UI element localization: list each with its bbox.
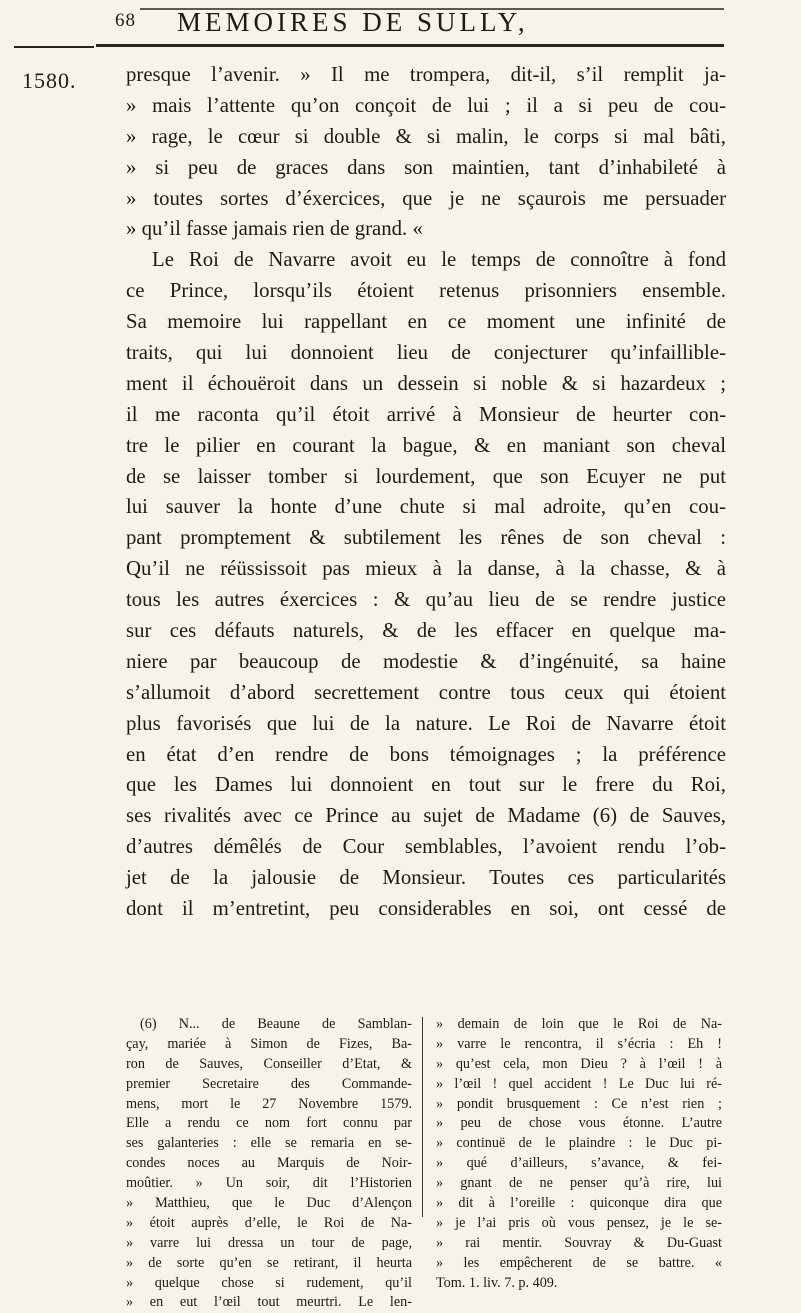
- footnote-line: » continuë de le plaindre : le Duc pi-: [436, 1135, 722, 1152]
- footnote-line: » Matthieu, que le Duc d’Alençon: [126, 1195, 412, 1212]
- text-line: ce Prince, lorsqu’ils étoient retenus prisonniers ensemble.: [126, 279, 726, 303]
- footnote-line: » en eut l’œil tout meurtri. Le len-: [126, 1294, 412, 1311]
- footnote-line: » quelque chose si rudement, qu’il: [126, 1274, 412, 1291]
- text-line: dont il m’entretint, peu considerables en soi, ont cessé de: [126, 897, 726, 921]
- footnote-line: » je l’ai pris où vous pensez, je le se-: [436, 1214, 722, 1231]
- text-line: » mais l’attente qu’on conçoit de lui ; il a si peu de cou-: [126, 93, 726, 117]
- text-line: Qu’il ne réüssissoit pas mieux à la danse, à la chasse, & à: [126, 557, 726, 581]
- footnote-line: » étoit auprès d’elle, le Roi de Na-: [126, 1214, 412, 1231]
- footnote-line: » peu de chose vous étonne. L’autre: [436, 1115, 722, 1132]
- text-line: presque l’avenir. » Il me trompera, dit-il, s’il remplit ja-: [126, 63, 726, 86]
- text-line: en état d’en rendre de bons témoignages ; la préférence: [126, 742, 726, 766]
- text-line: plus favorisés que lui de la nature. Le Roi de Navarre étoit: [126, 711, 726, 735]
- footnote-line: » varre lui dressa un tour de page,: [126, 1234, 412, 1251]
- text-line: » toutes sortes d’éxercices, que je ne sçaurois me persuader: [126, 186, 726, 210]
- text-line: que les Dames lui donnoient en tout sur le frere du Roi,: [126, 773, 726, 797]
- footnote-line: (6) N... de Beaune de Samblan-: [140, 1016, 412, 1032]
- footnote-line: » rai mentir. Souvray & Du-Guast: [436, 1234, 722, 1251]
- footnote-line: » les empêcherent de se battre. «: [436, 1254, 722, 1271]
- footnote-line: » dit à l’oreille : quiconque dira que: [436, 1195, 722, 1212]
- footnote-line: condes noces au Marquis de Noir-: [126, 1155, 412, 1172]
- body-text: [126, 60, 726, 925]
- footnote-line: ses galanteries : elle se remaria en se-: [126, 1135, 412, 1152]
- text-line: pant promptement & subtilement les rênes de son cheval :: [126, 526, 726, 550]
- footnote-line: » demain de loin que le Roi de Na-: [436, 1016, 722, 1032]
- footnote-line: Elle a rendu ce nom fort connu par: [126, 1115, 412, 1132]
- margin-year: 1580.: [22, 68, 77, 93]
- footnote-line: » qué d’ailleurs, s’avance, & fei-: [436, 1155, 722, 1172]
- footnote-line: » de sorte qu’en se retirant, il heurta: [126, 1254, 412, 1271]
- text-line: sur ces défauts naturels, & de les effacer en quelque ma-: [126, 619, 726, 643]
- text-line: tre le pilier en courant la bague, & en maniant son cheval: [126, 433, 726, 457]
- text-line: » rage, le cœur si double & si malin, le corps si mal bâti,: [126, 124, 726, 148]
- text-line: » si peu de graces dans son maintien, tant d’inhabileté à: [126, 155, 726, 179]
- text-line: Le Roi de Navarre avoit eu le temps de connoître à fond: [152, 248, 726, 272]
- footnote-line: » l’œil ! quel accident ! Le Duc lui ré-: [436, 1075, 722, 1092]
- footnote-line: ron de Sauves, Conseiller d’Etat, &: [126, 1055, 412, 1072]
- text-line: lui sauver la honte d’une chute si mal adroite, qu’en cou-: [126, 495, 726, 519]
- text-line: ment il échouëroit dans un dessein si noble & si hazardeux ;: [126, 371, 726, 395]
- footnotes: [126, 1015, 726, 1311]
- running-head: [115, 7, 715, 44]
- footnote-line: premier Secretaire des Commande-: [126, 1075, 412, 1092]
- running-title: MEMOIRES DE SULLY,: [177, 7, 529, 37]
- footnote-line: » varre le rencontra, il s’écria : Eh !: [436, 1035, 722, 1052]
- text-line: de se laisser tomber si lourdement, que son Ecuyer ne put: [126, 464, 726, 488]
- footnote-line: moûtier. » Un soir, dit l’Historien: [126, 1175, 412, 1192]
- footnote-column-left: [126, 1015, 412, 1313]
- footnote-line: » pondit brusquement : Ce n’est rien ;: [436, 1095, 722, 1112]
- footnote-reference: Tom. 1. liv. 7. p. 409.: [436, 1274, 558, 1291]
- footnote-line: » gnant de ne penser qu’à rire, lui: [436, 1175, 722, 1192]
- header-rule: [96, 44, 724, 47]
- text-line: s’allumoit d’abord secrettement contre tous ceux qui étoient: [126, 680, 726, 704]
- text-line: » qu’il fasse jamais rien de grand. «: [126, 217, 423, 241]
- text-line: d’autres démêlés de Cour semblables, l’avoient rendu l’ob-: [126, 835, 726, 859]
- text-line: traits, qui lui donnoient lieu de conjecturer qu’infaillible-: [126, 341, 726, 365]
- text-line: ses rivalités avec ce Prince au sujet de Madame (6) de Sauves,: [126, 804, 726, 828]
- page-number: 68: [115, 10, 136, 31]
- text-line: niere par beaucoup de modestie & d’ingénuité, sa haine: [126, 649, 726, 673]
- text-line: jet de la jalousie de Monsieur. Toutes ces particularités: [126, 866, 726, 890]
- footnote-column-divider: [422, 1017, 423, 1217]
- footnote-column-right: [436, 1015, 722, 1293]
- footnote-line: mens, mort le 27 Novembre 1579.: [126, 1095, 412, 1112]
- text-line: il me raconta qu’il étoit arrivé à Monsieur de heurter con-: [126, 402, 726, 426]
- text-line: Sa memoire lui rappellant en ce moment une infinité de: [126, 310, 726, 334]
- footnote-line: çay, mariée à Simon de Fizes, Ba-: [126, 1035, 412, 1052]
- margin-rule: [14, 46, 94, 48]
- footnote-line: » qu’est cela, mon Dieu ? à l’œil ! à: [436, 1055, 722, 1072]
- text-line: tous les autres éxercices : & qu’au lieu de se rendre justice: [126, 588, 726, 612]
